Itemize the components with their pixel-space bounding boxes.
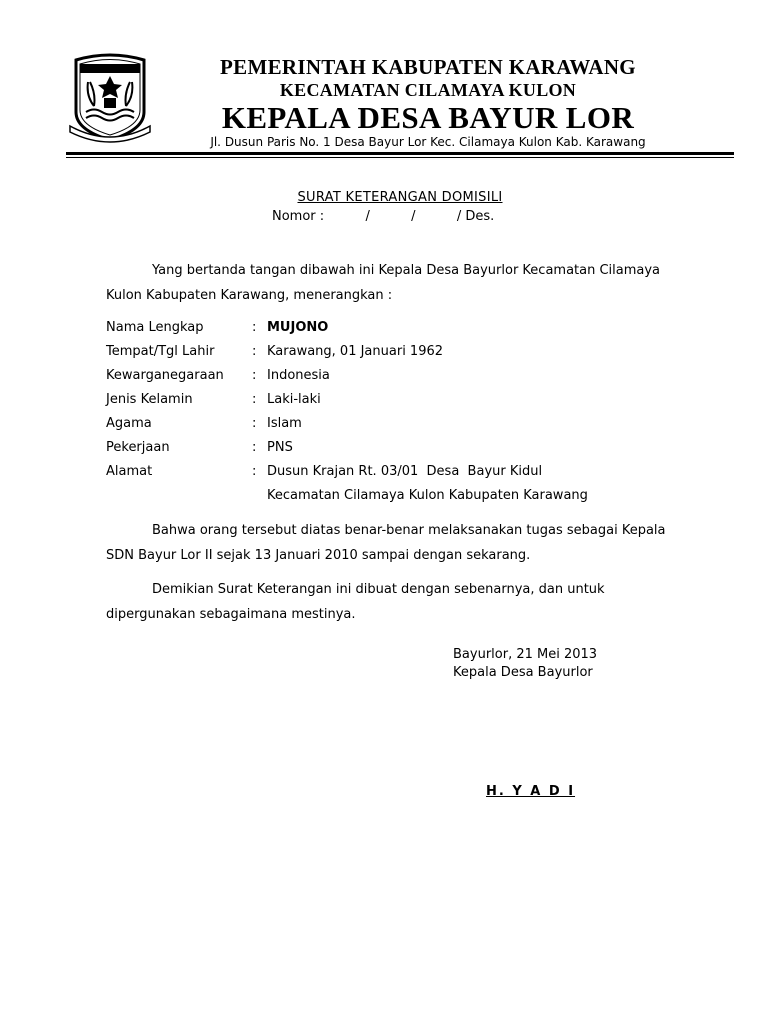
letterhead-district: KECAMATAN CILAMAYA KULON <box>279 80 577 100</box>
field-colon: : <box>252 368 257 383</box>
field-colon: : <box>252 416 257 431</box>
document-number: Nomor : / / / Des. <box>272 209 495 224</box>
signature-place-date: Bayurlor, 21 Mei 2013 <box>453 647 598 662</box>
karawang-regency-emblem <box>66 52 154 144</box>
intro-line-2: Kulon Kabupaten Karawang, menerangkan : <box>106 288 393 303</box>
field-value: PNS <box>267 440 293 455</box>
field-colon: : <box>252 440 257 455</box>
field-value: Laki-laki <box>267 392 321 407</box>
field-value: Indonesia <box>267 368 330 383</box>
field-value: Dusun Krajan Rt. 03/01 Desa Bayur Kidul <box>267 464 543 479</box>
closing-paragraph <box>106 577 688 627</box>
statement-paragraph <box>106 518 688 568</box>
field-value: Islam <box>267 416 302 431</box>
statement-line-2: SDN Bayur Lor II sejak 13 Januari 2010 sampai dengan sekarang. <box>106 548 531 563</box>
closing-line-1: Demikian Surat Keterangan ini dibuat dengan sebenarnya, dan untuk <box>152 582 605 597</box>
intro-paragraph <box>106 258 688 308</box>
field-label: Alamat <box>106 464 153 479</box>
document-title: SURAT KETERANGAN DOMISILI <box>297 190 503 205</box>
statement-line-1: Bahwa orang tersebut diatas benar-benar melaksanakan tugas sebagai Kepala <box>152 523 666 538</box>
field-label: Tempat/Tgl Lahir <box>106 344 215 359</box>
field-label: Jenis Kelamin <box>106 392 193 407</box>
letterhead-address: Jl. Dusun Paris No. 1 Desa Bayur Lor Kec. Cilamaya Kulon Kab. Karawang <box>210 135 646 149</box>
field-colon: : <box>252 320 257 335</box>
letterhead-divider-thick <box>66 152 734 155</box>
field-label: Nama Lengkap <box>106 320 204 335</box>
field-value: MUJONO <box>267 320 329 335</box>
signer-name: H. Y A D I <box>486 784 576 799</box>
letterhead-divider-thin <box>66 157 734 158</box>
field-label: Kewarganegaraan <box>106 368 224 383</box>
letterhead-village-head: KEPALA DESA BAYUR LOR <box>221 100 635 135</box>
field-colon: : <box>252 344 257 359</box>
field-colon: : <box>252 464 257 479</box>
field-label: Agama <box>106 416 152 431</box>
field-colon: : <box>252 392 257 407</box>
address-continuation: Kecamatan Cilamaya Kulon Kabupaten Karawang <box>267 488 588 503</box>
signature-position: Kepala Desa Bayurlor <box>453 665 593 680</box>
letterhead-government: PEMERINTAH KABUPATEN KARAWANG <box>220 55 636 79</box>
field-label: Pekerjaan <box>106 440 170 455</box>
field-value: Karawang, 01 Januari 1962 <box>267 344 444 359</box>
intro-line-1: Yang bertanda tangan dibawah ini Kepala Desa Bayurlor Kecamatan Cilamaya <box>152 263 661 278</box>
closing-line-2: dipergunakan sebagaimana mestinya. <box>106 607 356 622</box>
